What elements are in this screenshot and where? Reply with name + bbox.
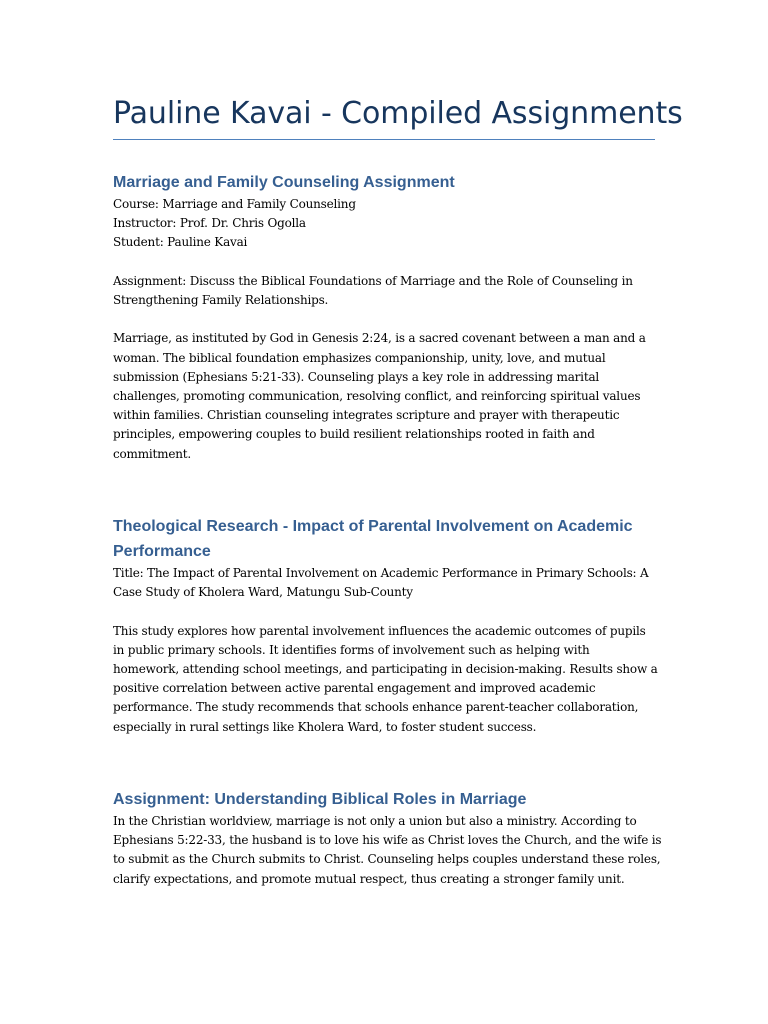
text-line: Ephesians 5:22-33, the husband is to love his wife as Christ loves the Church, and the wife is: [113, 833, 662, 848]
section-heading: Marriage and Family Counseling Assignment: [113, 174, 455, 191]
text-line: especially in rural settings like Kholera Ward, to foster student success.: [113, 719, 537, 734]
section-body: [113, 812, 662, 889]
student-line: Student: Pauline Kavai: [113, 235, 248, 250]
section-marriage-family-counseling: [113, 170, 655, 483]
body-paragraph: [113, 329, 655, 463]
text-line: to submit as the Church submits to Christ. Counseling helps couples understand these roles,: [113, 852, 661, 867]
text-line: submission (Ephesians 5:21-33). Counseling plays a key role in addressing marital: [113, 369, 600, 384]
text-line: challenges, promoting communication, resolving conflict, and reinforcing spiritual values: [113, 389, 641, 403]
instructor-line: Instructor: Prof. Dr. Chris Ogolla: [113, 216, 306, 231]
text-line: principles, empowering couples to build resilient relationships rooted in faith and: [113, 427, 595, 442]
text-line: woman. The biblical foundation emphasizes companionship, unity, love, and mutual: [113, 350, 606, 365]
text-line: clarify expectations, and promote mutual respect, thus creating a stronger family unit.: [113, 871, 625, 886]
text-line: in public primary schools. It identifies forms of involvement such as helping with: [113, 642, 590, 657]
section-heading: [113, 514, 655, 564]
heading-line: Performance: [113, 543, 211, 560]
document-title: Pauline Kavai - Compiled Assignments: [113, 96, 683, 131]
text-line: Strengthening Family Relationships.: [113, 293, 329, 307]
heading-line: Theological Research - Impact of Parental Involvement on Academic: [113, 518, 633, 535]
section-theological-research: [113, 514, 658, 756]
text-line: homework, attending school meetings, and participating in decision-making. Results show a: [113, 662, 658, 676]
text-line: Title: The Impact of Parental Involvement on Academic Performance in Primary Schools: A: [113, 566, 649, 580]
body-paragraph: [113, 812, 662, 889]
section-body: [113, 195, 655, 464]
assignment-meta: [113, 195, 655, 253]
text-line: commitment.: [113, 446, 192, 461]
assignment-prompt: [113, 272, 655, 310]
text-line: Marriage, as instituted by God in Genesis 2:24, is a sacred covenant between a man and a: [113, 331, 646, 346]
section-heading: Assignment: Understanding Biblical Roles in Marriage: [113, 791, 527, 808]
section-body: [113, 564, 658, 737]
text-line: performance. The study recommends that schools enhance parent-teacher collaboration,: [113, 700, 639, 715]
text-line: within families. Christian counseling integrates scripture and prayer with therapeutic: [113, 408, 620, 423]
text-line: In the Christian worldview, marriage is not only a union but also a ministry. According to: [113, 814, 637, 828]
course-line: Course: Marriage and Family Counseling: [113, 197, 356, 211]
text-line: Case Study of Kholera Ward, Matungu Sub-County: [113, 585, 413, 600]
text-line: This study explores how parental involvement influences the academic outcomes of pupils: [113, 623, 646, 638]
text-line: Assignment: Discuss the Biblical Foundations of Marriage and the Role of Counseling in: [113, 273, 633, 288]
text-line: positive correlation between active parental engagement and improved academic: [113, 681, 596, 696]
section-biblical-roles: [113, 787, 662, 908]
research-title: [113, 564, 655, 602]
title-underline: [113, 139, 655, 140]
body-paragraph: [113, 622, 658, 737]
